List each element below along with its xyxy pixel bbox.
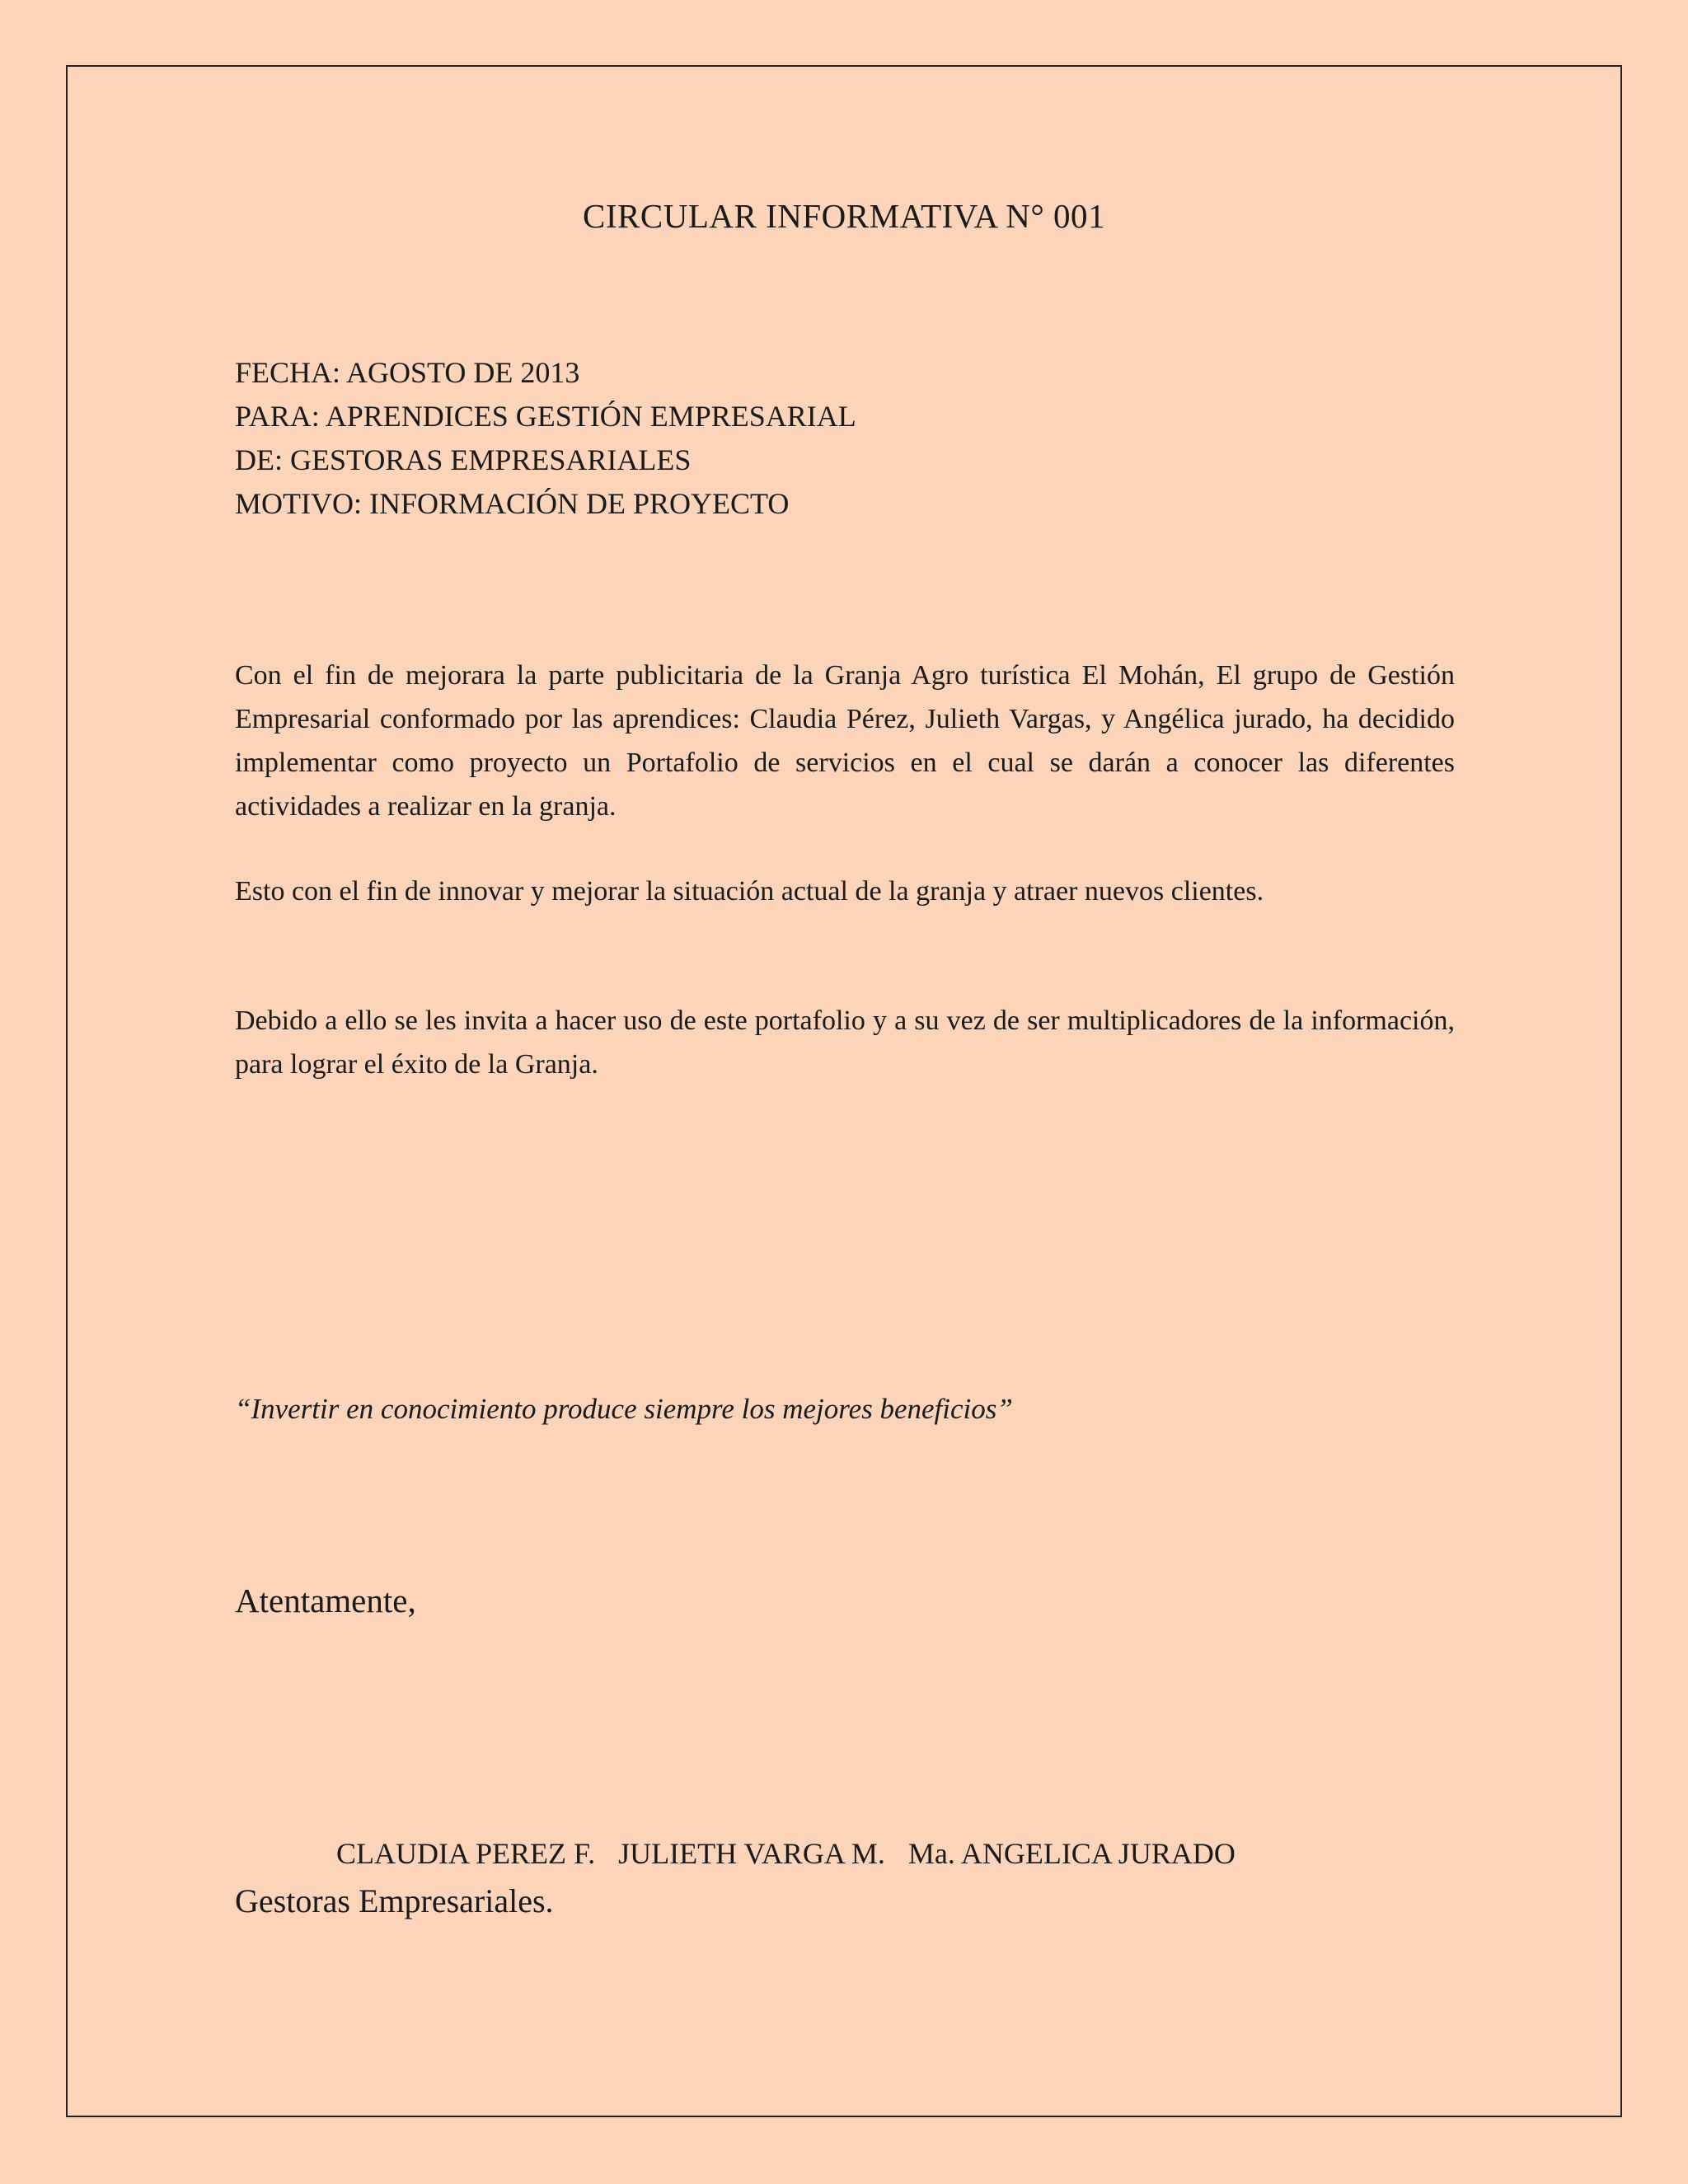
closing-salutation: Atentamente, xyxy=(235,1582,416,1619)
header-date: FECHA: AGOSTO DE 2013 xyxy=(235,356,580,389)
body-paragraph-1: Con el fin de mejorara la parte publicitaria de la Granja Agro turística El Mohán, El grupo de Gestión Empresarial conformado por las aprendices: Claudia Pérez, Julieth Vargas, y Angélica jurado, ha decidido implementar como proyecto un Portafolio de servicios en el cual se darán a conocer las diferentes actividades a realizar en la granja. xyxy=(235,660,1455,822)
memo-header xyxy=(235,351,856,526)
body-paragraph-2: Esto con el fin de innovar y mejorar la situación actual de la granja y atraer nuevos clientes. xyxy=(235,876,1264,907)
header-from: DE: GESTORAS EMPRESARIALES xyxy=(235,443,692,476)
document-title: CIRCULAR INFORMATIVA N° 001 xyxy=(583,197,1105,235)
signer-names xyxy=(336,1836,1236,1871)
signer-3: Ma. ANGELICA JURADO xyxy=(907,1837,1236,1870)
signer-2: JULIETH VARGA M. xyxy=(618,1837,885,1870)
motto-quote: “Invertir en conocimiento produce siempre los mejores beneficios” xyxy=(235,1393,1013,1425)
body-paragraph-3: Debido a ello se les invita a hacer uso de este portafolio y a su vez de ser multiplicadores de la información, para lograr el éxito de la Granja. xyxy=(235,1005,1455,1080)
signers-role: Gestoras Empresariales. xyxy=(235,1882,554,1919)
header-to: PARA: APRENDICES GESTIÓN EMPRESARIAL xyxy=(235,400,856,433)
header-subject: MOTIVO: INFORMACIÓN DE PROYECTO xyxy=(235,487,790,520)
signer-1: CLAUDIA PEREZ F. xyxy=(336,1837,596,1870)
